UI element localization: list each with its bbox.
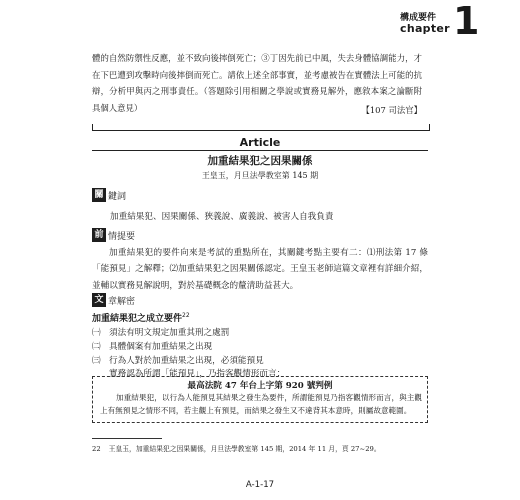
preface-paragraph: 加重結果犯的要件向來是考試的重點所在，其關鍵考點主要有二：⑴刑法第 17 條「能預見」之解釋；⑵加重結果犯之因果關係認定。王皇玉老師這篇文章裡有詳細介紹，並輔以實務見解說明，對於基礎概念的釐清助益甚大。 — [92, 248, 428, 291]
list-item-number: ㈠ — [92, 328, 101, 338]
page-number: A-1-17 — [245, 480, 275, 490]
analysis-heading — [92, 293, 135, 307]
subsection-title-text: 加重結果犯之成立要件 — [92, 314, 183, 324]
subsection-title — [92, 311, 190, 324]
practice-note: 實務認為所謂「能預見」，乃指客觀情形而言： — [109, 369, 286, 380]
case-text — [100, 392, 422, 417]
elements-list — [92, 327, 285, 382]
running-header-chapter-label: chapter — [400, 22, 450, 35]
list-item-text: 須法有明文規定加重其刑之處罰 — [109, 328, 230, 338]
list-item-text: 行為人對於加重結果之出現，必須能預見 — [109, 355, 264, 366]
article-title: 加重結果犯之因果關係 — [207, 155, 313, 167]
analysis-badge: 文 — [92, 293, 106, 307]
keywords-badge: 關 — [92, 188, 106, 202]
question-closing-bracket — [92, 124, 430, 131]
footnote-ref: 22 — [182, 312, 190, 319]
list-item-text: 具體個案有加重結果之出現 — [109, 341, 213, 352]
keywords-heading-text: 鍵詞 — [108, 191, 127, 202]
footnote — [92, 443, 428, 453]
list-item — [92, 327, 285, 341]
footnote-rule — [92, 438, 162, 439]
exam-question-paragraph: 體的自然防禦性反應，並不致向後摔倒死亡；③丁因先前已中風，失去身體協調能力，才在下巴遭到攻擊時向後摔倒而死亡。請依上述全部事實，並考慮被告在實體法上可能的抗辯，分析甲與丙之刑事責任。（答題除引用相關之學說或實務見解外，應敘本案之論斷附具個人意見） — [92, 53, 422, 113]
preface-heading-text: 情提要 — [108, 231, 136, 242]
keywords-list: 加重結果犯、因果關係、狹義說、廣義說、被害人自我負責 — [110, 212, 334, 222]
footnote-number: 22 — [92, 445, 101, 453]
article-label: Article — [239, 136, 281, 149]
preface-heading — [92, 228, 135, 242]
preface-badge: 前 — [92, 228, 106, 242]
preface-body — [92, 245, 428, 294]
list-item — [92, 355, 285, 369]
list-item-number: ㈡ — [92, 341, 101, 352]
analysis-heading-text: 章解密 — [108, 296, 136, 307]
footnote-text: 王皇玉，加重結果犯之因果關係，月旦法學教室第 145 期，2014 年 11 月，頁 27~29。 — [108, 445, 381, 453]
chapter-number: 1 — [453, 0, 480, 43]
case-title: 最高法院 47 年台上字第 920 號判例 — [187, 381, 333, 391]
list-item-number: ㈢ — [92, 355, 101, 366]
keywords-heading — [92, 188, 126, 202]
list-item — [92, 341, 285, 355]
article-byline: 王皇玉，月旦法學教室第 145 期 — [201, 171, 319, 180]
running-header-section: 構成要件 — [400, 13, 437, 23]
article-divider — [92, 150, 428, 151]
exam-source: 【107 司法官】 — [361, 105, 422, 115]
case-paragraph: 加重結果犯，以行為人能預見其結果之發生為要件，所謂能預見乃指客觀情形而言，與主觀上有無預見之情形不同，若主觀上有預見，而結果之發生又不違背其本意時，則屬故意範圍。 — [100, 393, 422, 415]
